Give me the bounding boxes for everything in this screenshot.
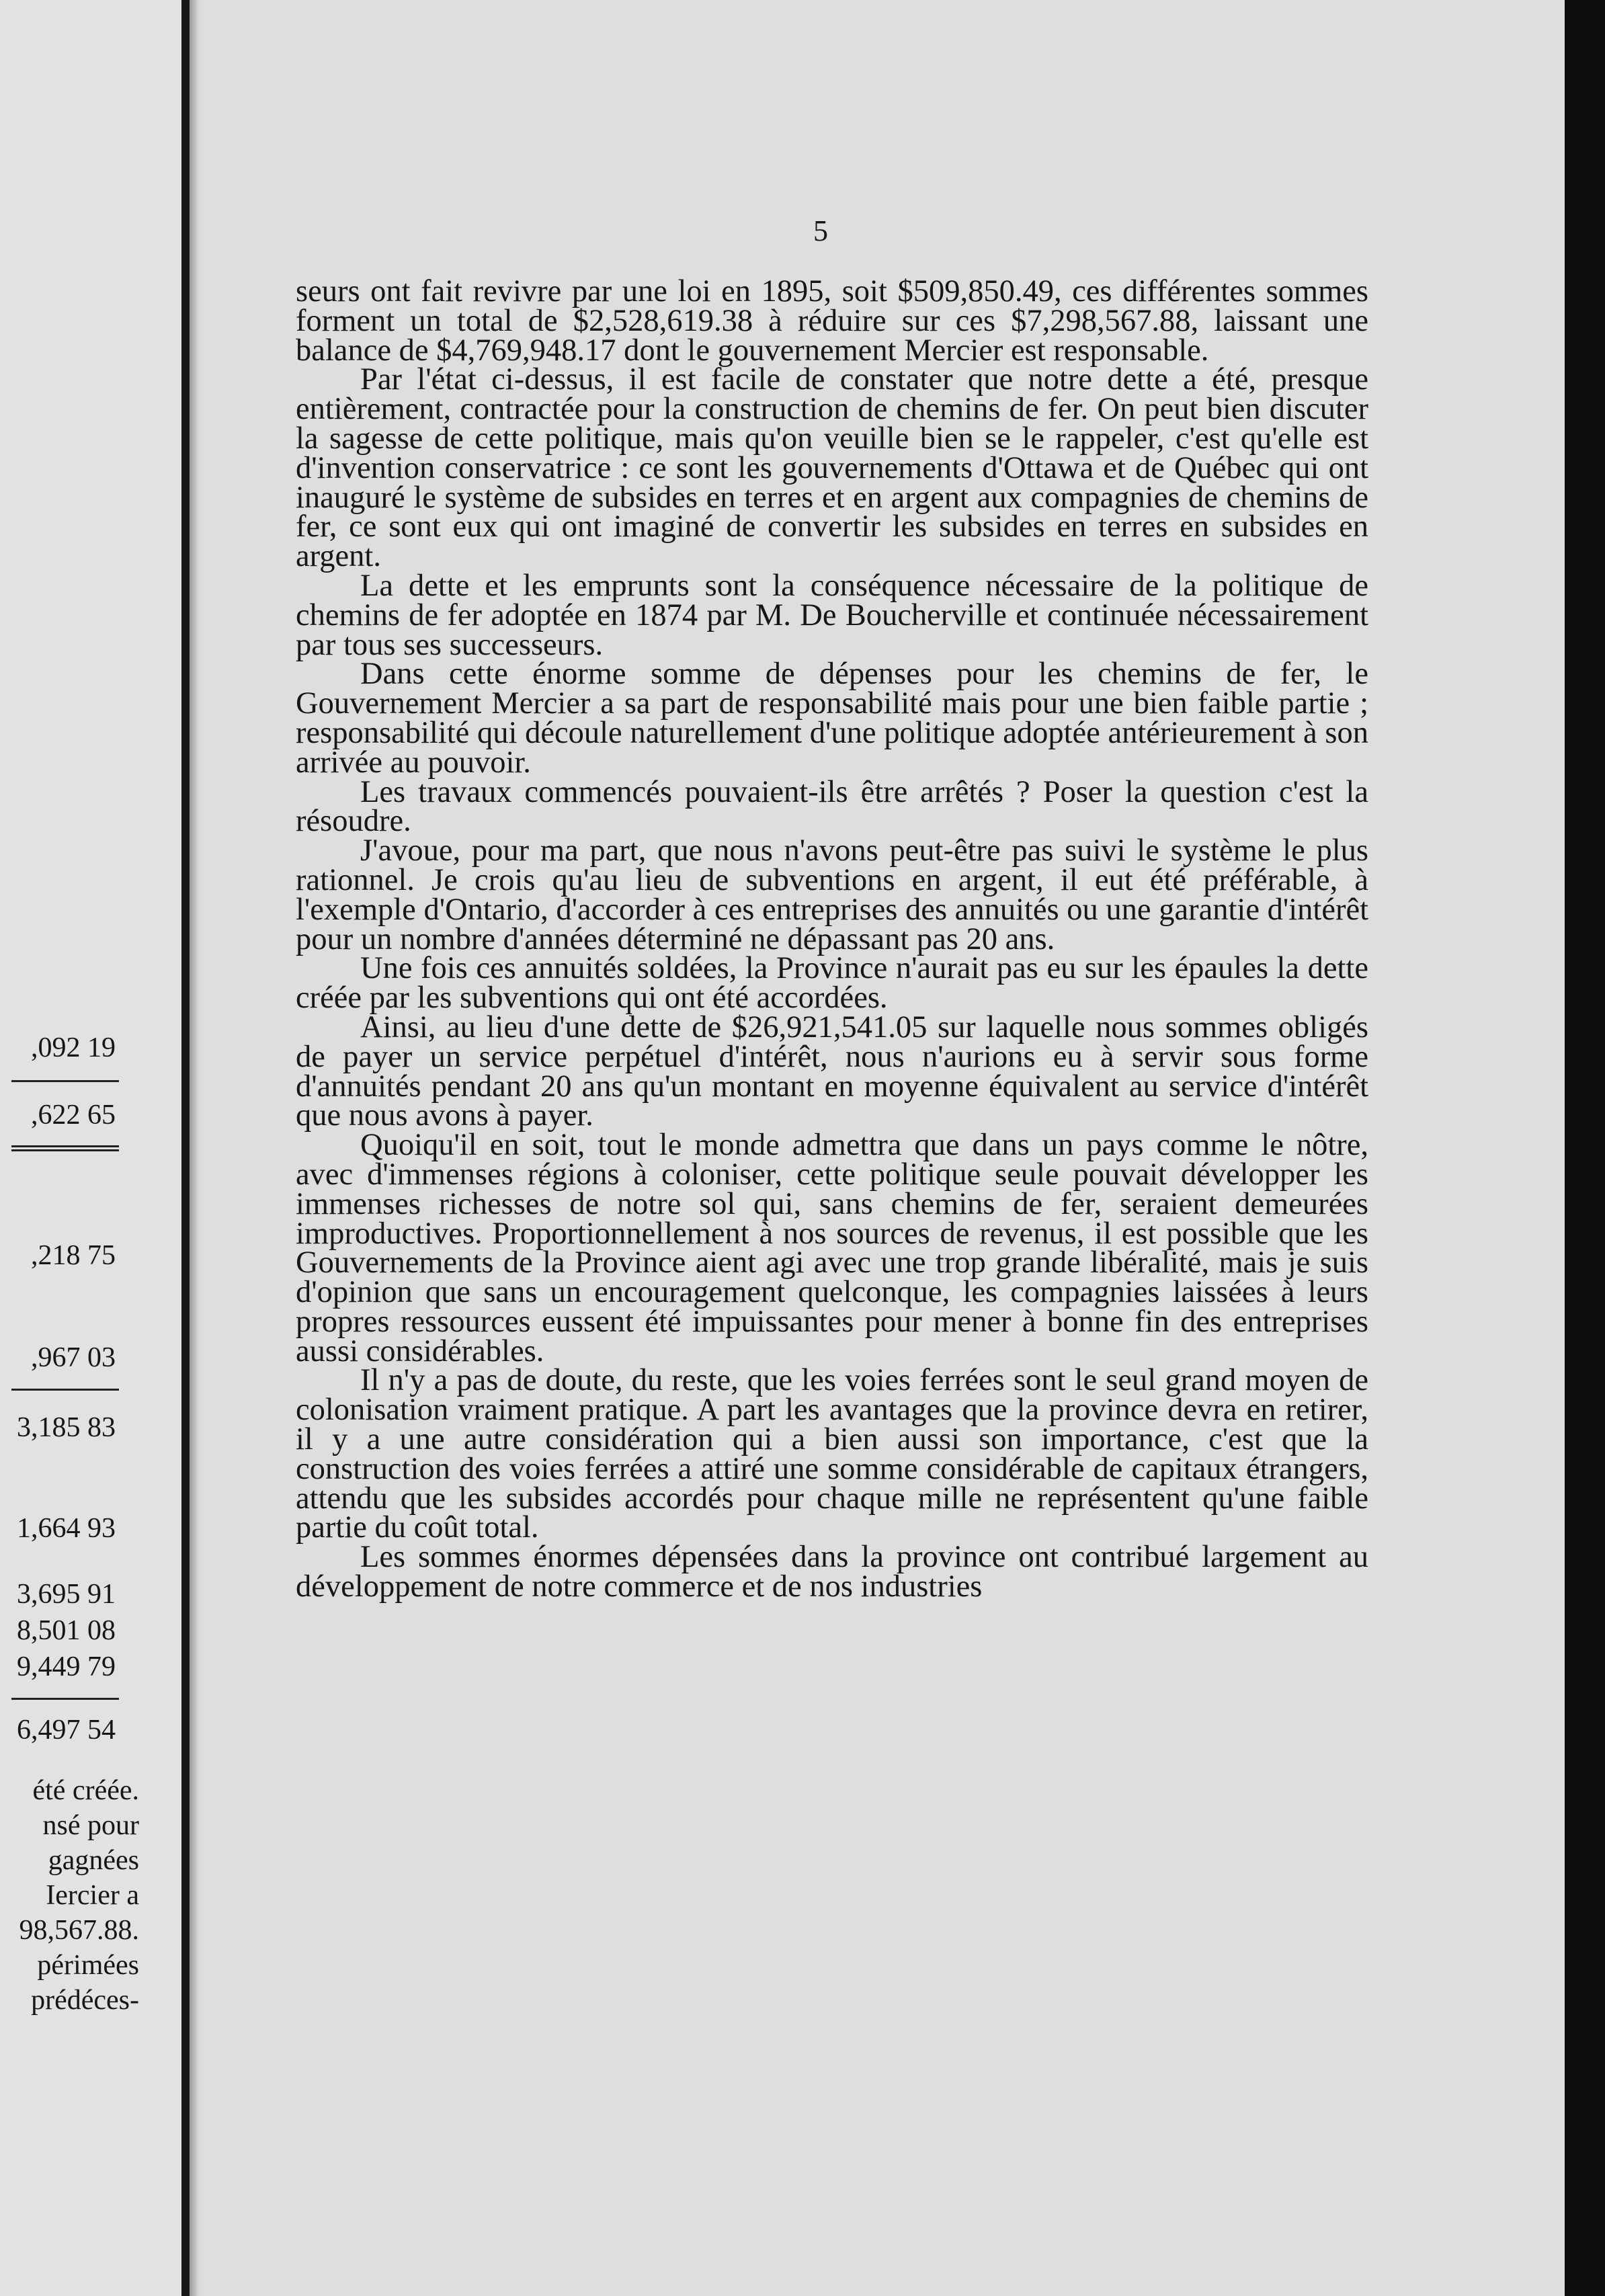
left-fragment: ,967 03	[31, 1342, 116, 1373]
paragraph: Par l'état ci-dessus, il est facile de constater que notre dette a été, presque entièrement, contractée pour la construction de chemins de fer. On peut bien discuter la sagesse de cette politique, mais qu'on veuille bien se le rappeler, c'est qu'elle est d'invention conservatrice : ce sont les gouvernements d'Ottawa et de Québec qui ont inauguré le système de subsides en terres et en argent aux compagnies de chemins de fer, ce sont eux qui ont imaginé de convertir les subsides en terres en subsides en argent.	[296, 362, 1368, 574]
paragraph: Dans cette énorme somme de dépenses pour les chemins de fer, le Gouvernement Mercier a sa part de responsabilité mais pour une bien faible partie ; responsabilité qui découle naturellement d'une politique adoptée antérieurement à son arrivée au pouvoir.	[296, 657, 1368, 780]
left-fragment: ,092 19	[31, 1032, 116, 1063]
scan-border	[1565, 0, 1605, 2296]
left-fragment: périmées	[37, 1950, 139, 1981]
left-fragment: 8,501 08	[17, 1615, 116, 1646]
left-fragment: été créée.	[32, 1775, 139, 1806]
paragraph: Quoiqu'il en soit, tout le monde admettra que dans un pays comme le nôtre, avec d'immenses régions à coloniser, cette politique seule pouvait développer les immenses richesses de notre sol qui, sans chemins de fer, seraient demeurées improductives. Proportionnellement à nos sources de revenus, il est possible que les Gouvernements de la Province aient agi avec une trop grande libéralité, mais je suis d'opinion que sans un encouragement quelconque, les compagnies laissées à leurs propres ressources eussent été impuissantes pour mener à bonne fin des entreprises aussi considérables.	[296, 1128, 1368, 1368]
paragraph: Les travaux commencés pouvaient-ils être arrêtés ? Poser la question c'est la résoudre.	[296, 774, 1368, 839]
left-fragment: 9,449 79	[17, 1651, 116, 1682]
sum-rule	[11, 1389, 119, 1391]
paragraph: Ainsi, au lieu d'une dette de $26,921,541.05 sur laquelle nous sommes obligés de payer un service perpétuel d'intérêt, nous n'aurions eu à servir sous forme d'annuités pendant 20 ans qu'un montant en moyenne équivalent au service d'intérêt que nous avons à payer.	[296, 1010, 1368, 1133]
sum-rule	[11, 1080, 119, 1082]
total-double-rule	[11, 1145, 119, 1151]
body-text	[296, 274, 1368, 1604]
left-fragment: nsé pour	[42, 1810, 139, 1841]
spine-shadow	[190, 0, 204, 2296]
paragraph: Une fois ces annuités soldées, la Province n'aurait pas eu sur les épaules la dette créée par les subventions qui ont été accordées.	[296, 951, 1368, 1016]
left-fragment: prédéces-	[31, 1985, 139, 2016]
left-fragment: 3,695 91	[17, 1579, 116, 1610]
paragraph: Les sommes énormes dépensées dans la province ont contribué largement au développement de notre commerce et de nos industries	[296, 1540, 1368, 1604]
left-fragment: 1,664 93	[17, 1513, 116, 1544]
left-fragment: gagnées	[48, 1845, 139, 1876]
left-fragment: 6,497 54	[17, 1715, 116, 1746]
paragraph: J'avoue, pour ma part, que nous n'avons peut-être pas suivi le système le plus rationnel. Je crois qu'au lieu de subventions en argent, il eut été préférable, à l'exemple d'Ontario, d'accorder à ces entreprises des annuités ou une garantie d'intérêt pour un nombre d'années déterminé ne dépassant pas 20 ans.	[296, 833, 1368, 956]
left-fragment: 98,567.88.	[19, 1915, 139, 1946]
page-number: 5	[813, 214, 828, 247]
page-edge	[181, 0, 190, 2296]
left-fragment: ,622 65	[31, 1100, 116, 1131]
left-fragment: Iercier a	[46, 1880, 139, 1911]
left-fragment: ,218 75	[31, 1240, 116, 1271]
sum-rule	[11, 1698, 119, 1700]
paragraph: La dette et les emprunts sont la conséquence nécessaire de la politique de chemins de fer adoptée en 1874 par M. De Boucherville et continuée nécessairement par tous ses successeurs.	[296, 568, 1368, 662]
paragraph: seurs ont fait revivre par une loi en 1895, soit $509,850.49, ces différentes sommes forment un total de $2,528,619.38 à réduire sur ces $7,298,567.88, laissant une balance de $4,769,948.17 dont le gouvernement Mercier est responsable.	[296, 274, 1368, 368]
left-fragment: 3,185 83	[17, 1412, 116, 1443]
left-page-fragment	[0, 0, 183, 2296]
paragraph: Il n'y a pas de doute, du reste, que les voies ferrées sont le seul grand moyen de colonisation vraiment pratique. A part les avantages que la province devra en retirer, il y a une autre considération qui a bien aussi son importance, c'est que la construction des voies ferrées a attiré une somme considérable de capitaux étrangers, attendu que les subsides accordés pour chaque mille ne représentent qu'une faible partie du coût total.	[296, 1363, 1368, 1545]
